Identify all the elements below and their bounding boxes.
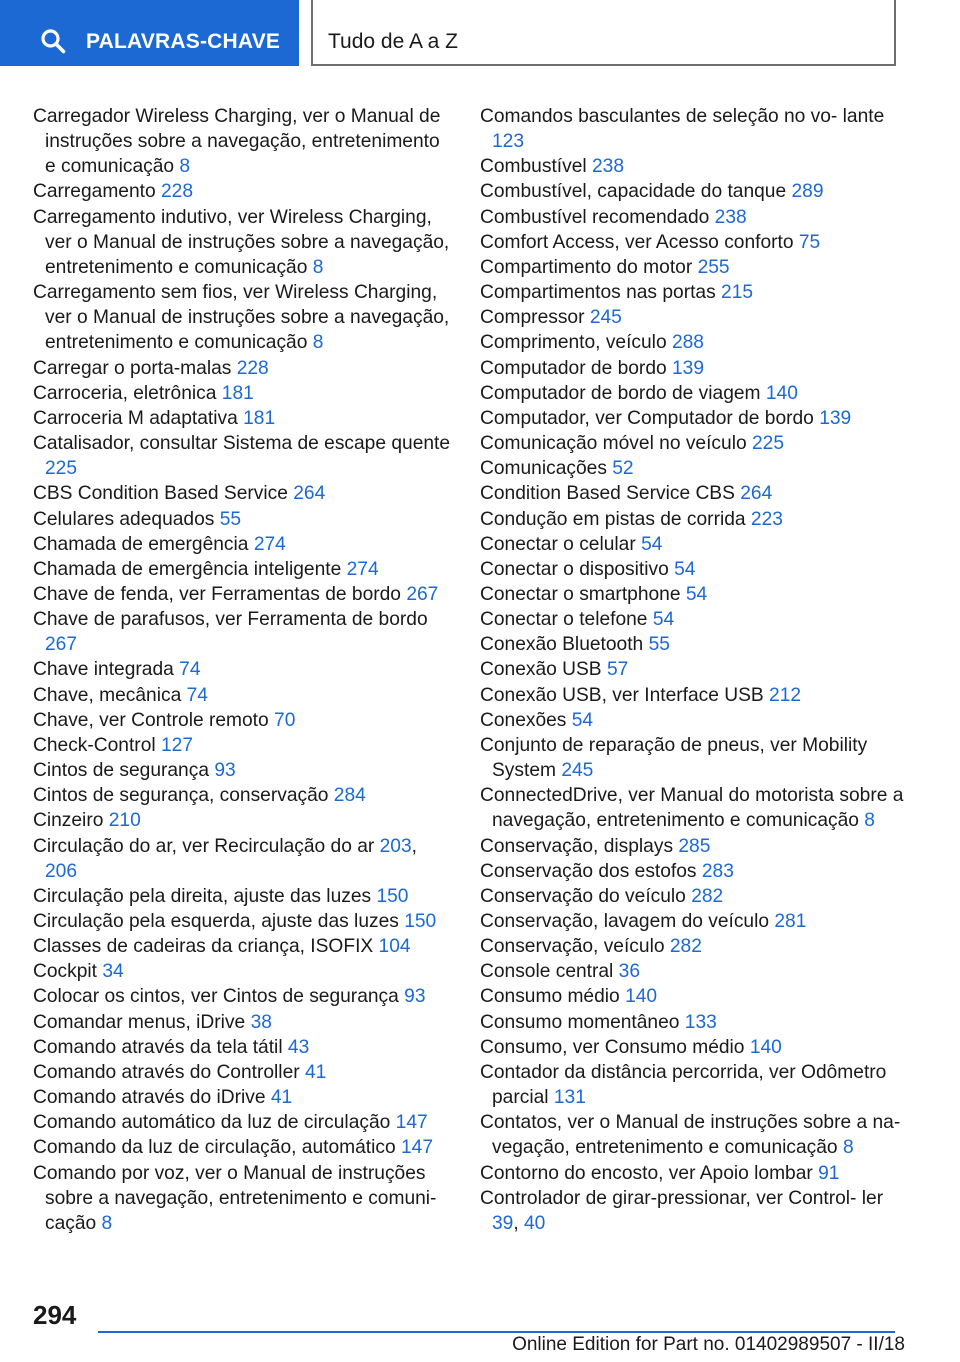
index-entry xyxy=(33,683,453,708)
index-entry xyxy=(480,154,905,179)
index-entry xyxy=(480,859,905,884)
index-entry xyxy=(480,909,905,934)
page-reference-link[interactable]: 212 xyxy=(769,684,802,706)
index-entry-text: Carroceria M adaptativa xyxy=(33,407,238,429)
index-column-right xyxy=(480,104,905,1236)
page-reference-link[interactable]: 284 xyxy=(333,785,366,807)
index-entry xyxy=(33,1135,453,1160)
index-entry xyxy=(33,884,453,909)
page-reference-link[interactable]: 54 xyxy=(571,709,594,731)
index-entry-text: Compartimentos nas portas xyxy=(480,282,716,304)
search-icon xyxy=(40,28,66,54)
index-entry-text: Computador de bordo de viagem xyxy=(480,382,761,404)
page-number: 294 xyxy=(33,1300,77,1330)
index-entry xyxy=(480,406,905,431)
index-entry: Circulação do ar, ver Recirculação do ar 203, 206 xyxy=(33,835,417,882)
index-entry xyxy=(480,683,905,708)
page-reference-link[interactable]: 281 xyxy=(774,911,807,932)
index-entry-text: Comando através da tela tátil xyxy=(33,1036,283,1058)
index-entry-text: Carregamento xyxy=(33,181,156,203)
index-entry xyxy=(33,984,453,1009)
page-reference-link[interactable]: 8 xyxy=(179,156,191,178)
page-reference-link[interactable]: 36 xyxy=(618,961,641,983)
page-reference-link[interactable]: 223 xyxy=(750,508,783,530)
index-entry-text: Comunicações xyxy=(480,458,607,480)
index-entry xyxy=(480,205,905,230)
index-entry xyxy=(480,230,905,255)
page-reference-link[interactable]: 104 xyxy=(378,936,411,958)
index-entry xyxy=(33,179,453,204)
index-entry-text: Chave integrada xyxy=(33,659,174,681)
index-entry xyxy=(480,582,905,607)
index-entry-text: Conectar o smartphone xyxy=(480,583,681,605)
index-entry xyxy=(480,884,905,909)
page-reference-link[interactable]: 147 xyxy=(395,1112,428,1134)
page-reference-link[interactable]: 38 xyxy=(250,1011,272,1033)
index-entry xyxy=(480,1161,905,1186)
page-reference-link[interactable]: 267 xyxy=(406,583,439,605)
index-entry-text: Cintos de segurança, conservação xyxy=(33,785,329,807)
index-entry xyxy=(480,934,905,959)
page-reference-link[interactable]: 39 xyxy=(492,1212,514,1234)
page-reference-link[interactable]: 225 xyxy=(751,433,784,455)
page-reference-link[interactable]: 245 xyxy=(589,307,622,329)
index-entry xyxy=(33,1085,453,1110)
index-entry xyxy=(480,507,905,532)
page-reference-link[interactable]: 139 xyxy=(672,357,705,379)
index-entry xyxy=(33,1110,453,1135)
page-reference-link[interactable]: 206 xyxy=(45,860,78,882)
page-reference-link[interactable]: 225 xyxy=(45,458,78,480)
page-reference-link[interactable]: 55 xyxy=(219,508,242,530)
index-entry xyxy=(33,758,453,783)
page-reference-link[interactable]: 8 xyxy=(864,810,875,832)
index-entry xyxy=(33,1060,453,1085)
index-entry-text: Cintos de segurança xyxy=(33,760,209,782)
edition-footer: Online Edition for Part no. 01402989507 - II/18 xyxy=(512,1334,905,1355)
page-reference-link[interactable]: 8 xyxy=(312,256,324,278)
index-entry: Controlador de girar-pressionar, ver Control‐ ler 39, 40 xyxy=(480,1187,884,1234)
index-entry-text: Controlador de girar-pressionar, ver Control‐ ler xyxy=(480,1187,884,1209)
page-reference-link[interactable]: 264 xyxy=(740,483,773,505)
index-entry-text: Computador de bordo xyxy=(480,357,667,379)
index-entry-text: Comprimento, veículo xyxy=(480,332,667,354)
index-entry-text: Chave, ver Controle remoto xyxy=(33,709,269,731)
index-entry xyxy=(33,481,453,506)
footer-divider xyxy=(98,1331,895,1333)
page-reference-link[interactable]: 267 xyxy=(45,634,78,656)
index-entry-text: Conexão USB, ver Interface USB xyxy=(480,684,764,706)
index-entry xyxy=(33,431,453,481)
index-entry xyxy=(480,959,905,984)
page-reference-link[interactable]: 274 xyxy=(346,558,379,580)
index-entry xyxy=(33,783,453,808)
index-entry-text: Conservação dos estofos xyxy=(480,860,697,882)
page-reference-link[interactable]: 8 xyxy=(312,332,324,354)
index-entry-text: Comando automático da luz de circulação xyxy=(33,1112,391,1134)
page-reference-link[interactable]: 150 xyxy=(376,885,409,907)
index-entry-text: Catalisador, consultar Sistema de escape quente xyxy=(33,433,451,455)
index-entry-text: ConnectedDrive, ver Manual do motorista sobre a navegação, entretenimento e comunicação xyxy=(480,785,904,832)
index-entry-text: Combustível recomendado xyxy=(480,206,710,228)
index-entry xyxy=(33,381,453,406)
index-entry-text: Conservação, lavagem do veículo xyxy=(480,911,770,932)
page-reference-link[interactable]: 228 xyxy=(161,181,194,203)
index-entry-text: Carregar o porta-malas xyxy=(33,357,232,379)
page-reference-link[interactable]: 140 xyxy=(749,1036,782,1058)
index-entry-text: Console central xyxy=(480,961,614,983)
page-reference-link[interactable]: 285 xyxy=(678,835,711,857)
page-reference-link[interactable]: 133 xyxy=(684,1011,717,1033)
page-reference-link[interactable]: 70 xyxy=(274,709,296,731)
index-entry xyxy=(480,834,905,859)
index-entry xyxy=(480,1010,905,1035)
index-entry-text: Consumo, ver Consumo médio xyxy=(480,1036,745,1058)
page-reference-link[interactable]: 34 xyxy=(102,961,124,983)
index-entry-text: Cockpit xyxy=(33,961,97,983)
page-reference-link[interactable]: 75 xyxy=(798,231,821,253)
index-entry-text: Conservação, veículo xyxy=(480,936,665,958)
page-reference-link[interactable]: 238 xyxy=(714,206,747,228)
page-reference-link[interactable]: 274 xyxy=(253,533,286,555)
page-reference-link[interactable]: 8 xyxy=(101,1212,113,1234)
index-entry-text: Chave de fenda, ver Ferramentas de bordo xyxy=(33,583,401,605)
index-entry xyxy=(33,582,453,607)
page-reference-link[interactable]: 40 xyxy=(524,1212,546,1234)
index-entry xyxy=(480,733,905,783)
page-reference-link[interactable]: 181 xyxy=(243,407,276,429)
page-reference-link[interactable]: 228 xyxy=(236,357,269,379)
page-reference-link[interactable]: 57 xyxy=(606,659,629,681)
index-entry xyxy=(480,104,905,154)
index-entry xyxy=(33,104,453,179)
index-entry xyxy=(33,733,453,758)
page-reference-link[interactable]: 139 xyxy=(819,407,852,429)
index-entry-text: Carregamento sem fios, ver Wireless Charging, ver o Manual de instruções sobre a navegação, entretenimento e comunicação xyxy=(33,282,450,354)
index-entry-text: Colocar os cintos, ver Cintos de segurança xyxy=(33,986,399,1008)
page-reference-link[interactable]: 282 xyxy=(669,936,702,958)
page-reference-link[interactable]: 245 xyxy=(561,760,594,782)
page-reference-link[interactable]: 282 xyxy=(691,885,724,907)
page-reference-link[interactable]: 131 xyxy=(553,1087,586,1109)
page-reference-link[interactable]: 238 xyxy=(591,156,624,178)
index-entry xyxy=(480,708,905,733)
page-reference-link[interactable]: 74 xyxy=(179,659,201,681)
index-entry-text: Condition Based Service CBS xyxy=(480,483,735,505)
index-entry xyxy=(480,607,905,632)
top-navigation-bar xyxy=(0,0,960,66)
page-reference-link[interactable]: 91 xyxy=(818,1162,840,1184)
index-entry-text: Conexões xyxy=(480,709,567,731)
index-entry xyxy=(480,557,905,582)
index-entry xyxy=(480,179,905,204)
tab-a-to-z-label: Tudo de A a Z xyxy=(328,30,458,53)
index-entry-text: Consumo momentâneo xyxy=(480,1011,680,1033)
index-entry-text: Contatos, ver o Manual de instruções sobre a na‐ vegação, entretenimento e comunicação xyxy=(480,1112,901,1159)
index-entry-text: Comando através do iDrive xyxy=(33,1087,266,1109)
index-entry-text: Computador, ver Computador de bordo xyxy=(480,407,814,429)
page-reference-link[interactable]: 127 xyxy=(160,734,193,756)
index-entry-text: Conectar o dispositivo xyxy=(480,558,669,580)
index-entry xyxy=(480,984,905,1009)
index-entry-text: Contador da distância percorrida, ver Odômetro parcial xyxy=(480,1061,887,1109)
page-reference-link[interactable]: 54 xyxy=(685,583,708,605)
index-entry-text: Chamada de emergência xyxy=(33,533,249,555)
page-reference-link[interactable]: 255 xyxy=(697,256,730,278)
page-reference-link[interactable]: 54 xyxy=(652,609,675,631)
page-reference-link[interactable]: 93 xyxy=(404,986,426,1008)
page-reference-link[interactable]: 283 xyxy=(701,860,734,882)
index-entry xyxy=(33,1035,453,1060)
index-entry xyxy=(33,557,453,582)
tab-a-to-z[interactable] xyxy=(311,0,896,66)
index-entry-text: Comando através do Controller xyxy=(33,1061,300,1083)
index-entry xyxy=(33,934,453,959)
page-reference-link[interactable]: 43 xyxy=(287,1036,310,1058)
page-reference-link[interactable]: 215 xyxy=(721,282,754,304)
index-entry xyxy=(480,431,905,456)
index-entry-text: Comunicação móvel no veículo xyxy=(480,433,747,455)
index-entry xyxy=(480,632,905,657)
page-reference-link[interactable]: 93 xyxy=(214,760,236,782)
index-entry-text: Chave, mecânica xyxy=(33,684,182,706)
page-reference-link[interactable]: 41 xyxy=(270,1087,293,1109)
index-entry-text: Comando por voz, ver o Manual de instruções sobre a navegação, entretenimento e comuni‐ cação xyxy=(33,1162,437,1234)
index-entry xyxy=(480,456,905,481)
index-entry xyxy=(33,909,453,934)
index-entry-text: Celulares adequados xyxy=(33,508,215,530)
index-entry-text: Chamada de emergência inteligente xyxy=(33,558,342,580)
index-entry xyxy=(480,356,905,381)
index-entry-text: Combustível, capacidade do tanque xyxy=(480,181,787,203)
index-entry xyxy=(480,1060,905,1110)
page-reference-link[interactable]: 203 xyxy=(379,835,412,857)
page-reference-link[interactable]: 181 xyxy=(221,382,254,404)
index-entry xyxy=(33,205,453,280)
index-entry-text: Conectar o telefone xyxy=(480,609,648,631)
page-reference-link[interactable]: 289 xyxy=(791,181,824,203)
index-entry xyxy=(33,532,453,557)
index-entry-text: Check-Control xyxy=(33,734,156,756)
index-entry xyxy=(480,280,905,305)
page-reference-link[interactable]: 54 xyxy=(674,558,696,580)
index-entry xyxy=(480,1110,905,1160)
index-entry-text: Combustível xyxy=(480,156,587,178)
index-entry-text: Conjunto de reparação de pneus, ver Mobility System xyxy=(480,734,868,782)
index-entry-text: Conexão USB xyxy=(480,659,602,681)
index-entry-text: Comfort Access, ver Acesso conforto xyxy=(480,231,794,253)
page-reference-link[interactable]: 147 xyxy=(400,1137,433,1159)
index-entry xyxy=(33,356,453,381)
index-entry-text: Compartimento do motor xyxy=(480,256,693,278)
index-entry-text: CBS Condition Based Service xyxy=(33,483,288,505)
index-entry xyxy=(33,808,453,833)
page-reference-link[interactable]: 54 xyxy=(641,533,663,555)
index-entry-text: Conservação do veículo xyxy=(480,885,686,907)
page-reference-link[interactable]: 41 xyxy=(304,1061,327,1083)
index-entry xyxy=(480,255,905,280)
index-entry-text: Consumo médio xyxy=(480,986,620,1008)
keywords-button-label: PALAVRAS-CHAVE xyxy=(86,30,281,53)
index-entry-text: Comandos basculantes de seleção no vo‐ lante xyxy=(480,106,885,127)
index-entry xyxy=(480,330,905,355)
page-reference-link[interactable]: 55 xyxy=(648,634,670,656)
index-entry-text: Conservação, displays xyxy=(480,835,674,857)
index-entry xyxy=(480,657,905,682)
index-entry-text: Classes de cadeiras da criança, ISOFIX xyxy=(33,936,374,958)
page-reference-link[interactable]: 150 xyxy=(404,911,437,932)
index-entry xyxy=(480,532,905,557)
page-reference-link[interactable]: 210 xyxy=(108,810,141,832)
page-reference-link[interactable]: 74 xyxy=(186,684,208,706)
index-entry-text: Circulação pela direita, ajuste das luzes xyxy=(33,885,372,907)
index-entry-text: Carregamento indutivo, ver Wireless Charging, ver o Manual de instruções sobre a navegação, entretenimento e comunicação xyxy=(33,206,450,278)
index-entry xyxy=(33,406,453,431)
index-entry-text: Carregador Wireless Charging, ver o Manual de instruções sobre a navegação, entretenimento e comunicação xyxy=(33,106,441,178)
index-entry xyxy=(33,1010,453,1035)
index-entry xyxy=(480,481,905,506)
index-entry-text: Comandar menus, iDrive xyxy=(33,1011,246,1033)
index-column-left xyxy=(33,104,453,1236)
page-reference-link[interactable]: 140 xyxy=(625,986,658,1008)
index-entry-text: Circulação pela esquerda, ajuste das luzes xyxy=(33,911,399,932)
page-reference-link[interactable]: 8 xyxy=(842,1137,854,1159)
index-entry xyxy=(480,381,905,406)
index-entry xyxy=(480,1035,905,1060)
index-entry xyxy=(33,607,453,657)
index-entry-text: Carroceria, eletrônica xyxy=(33,382,217,404)
index-entry-text: Conexão Bluetooth xyxy=(480,634,644,656)
index-entry-text: Chave de parafusos, ver Ferramenta de bordo xyxy=(33,609,428,631)
index-entry-text: Condução em pistas de corrida xyxy=(480,508,746,530)
index-entry xyxy=(480,783,905,833)
page-reference-link[interactable]: 288 xyxy=(671,332,704,354)
index-entry xyxy=(33,507,453,532)
page-reference-link[interactable]: 52 xyxy=(612,458,634,480)
index-entry xyxy=(33,657,453,682)
index-entry xyxy=(33,1161,453,1236)
index-entry xyxy=(33,708,453,733)
page-reference-link[interactable]: 123 xyxy=(492,131,525,153)
index-entry xyxy=(480,305,905,330)
page-reference-link[interactable]: 140 xyxy=(765,382,798,404)
index-entry xyxy=(33,280,453,355)
page-reference-link[interactable]: 264 xyxy=(293,483,326,505)
index-entry-text: Circulação do ar, ver Recirculação do ar xyxy=(33,835,375,857)
index-entry-text: Compressor xyxy=(480,307,585,329)
index-entry xyxy=(33,959,453,984)
keywords-button[interactable] xyxy=(0,0,299,66)
index-entry-text: Comando da luz de circulação, automático xyxy=(33,1137,396,1159)
index-entry-text: Conectar o celular xyxy=(480,533,636,555)
index-entry-text: Cinzeiro xyxy=(33,810,104,832)
index-entry-text: Contorno do encosto, ver Apoio lombar xyxy=(480,1162,813,1184)
